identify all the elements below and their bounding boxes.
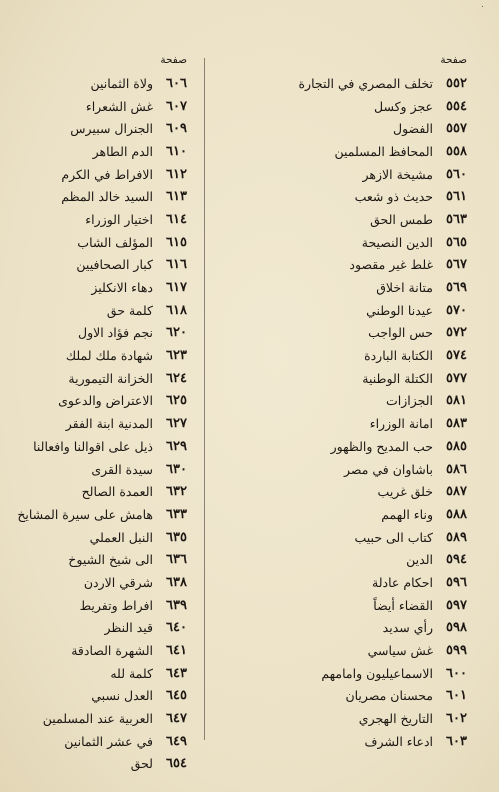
entry-title: احكام عادلة (372, 574, 433, 590)
index-entry (25, 707, 187, 730)
entry-title: خلق غريب (377, 484, 433, 500)
right-column-header: صفحة (440, 54, 467, 66)
entry-title: لحق (130, 756, 153, 772)
index-entry (305, 276, 467, 299)
entry-title: الشهرة الصادقة (71, 643, 153, 659)
entry-page-number: ٦٣٢ (166, 484, 187, 500)
entry-page-number: ٦٢٥ (166, 393, 187, 409)
index-entry (25, 594, 187, 617)
index-entry (298, 72, 467, 95)
entry-page-number: ٦٠٧ (166, 98, 187, 114)
index-entry (25, 322, 187, 345)
index-entry (25, 617, 187, 640)
entry-title: دهاء الانكليز (91, 280, 153, 296)
index-entry (305, 208, 467, 231)
entry-page-number: ٥٦١ (446, 189, 467, 205)
index-entry (305, 480, 467, 503)
entry-title: تخلف المصري في التجارة (298, 75, 433, 91)
entry-title: المحافظ المسلمين (334, 143, 433, 159)
entry-title: طمس الحق (370, 211, 433, 227)
entry-title: المدنية ابنة الفقر (65, 416, 153, 432)
entry-page-number: ٥٦٧ (446, 257, 467, 273)
entry-page-number: ٦٠١ (446, 688, 467, 704)
entry-title: امانة الوزراء (369, 416, 433, 432)
index-entry (305, 548, 467, 571)
entry-title: الدم الطاهر (92, 143, 153, 159)
index-entry (305, 503, 467, 526)
entry-page-number: ٦١٧ (166, 280, 187, 296)
index-entry (305, 526, 467, 549)
index-entry (25, 571, 187, 594)
entry-title: في عشر الثمانين (64, 733, 153, 749)
entry-title: الاسماعيليون وامامهم (321, 665, 433, 681)
entry-page-number: ٥٦٣ (446, 211, 467, 227)
index-entry (305, 367, 467, 390)
index-entry (25, 526, 187, 549)
index-entry (305, 231, 467, 254)
entry-page-number: ٦١٦ (166, 257, 187, 273)
entry-page-number: ٦٠٣ (446, 733, 467, 749)
entry-page-number: ٥٥٤ (446, 98, 467, 114)
index-entry (305, 594, 467, 617)
index-entry (305, 344, 467, 367)
entry-page-number: ٦١٣ (166, 189, 187, 205)
entry-page-number: ٥٨١ (446, 393, 467, 409)
index-entry (305, 571, 467, 594)
entry-page-number: ٥٨٣ (446, 416, 467, 432)
index-entry (305, 140, 467, 163)
entry-page-number: ٥٥٨ (446, 143, 467, 159)
entry-title: غلط غير مقصود (349, 257, 433, 273)
index-entry (305, 730, 467, 753)
entry-page-number: ٦٤٥ (166, 688, 187, 704)
entry-page-number: ٥٩٦ (446, 574, 467, 590)
index-entry (25, 685, 187, 708)
entry-title: محسنان مصريان (345, 688, 433, 704)
entry-page-number: ٥٨٥ (446, 438, 467, 454)
entry-title: باشاوان في مصر (343, 461, 433, 477)
entry-title: العربية عند المسلمين (42, 711, 153, 727)
entry-title: متانة اخلاق (376, 280, 433, 296)
entry-page-number: ٦٢٤ (166, 370, 187, 386)
index-entry (25, 117, 187, 140)
entry-page-number: ٥٥٧ (446, 121, 467, 137)
entry-page-number: ٦١٥ (166, 234, 187, 250)
index-entry (25, 639, 187, 662)
entry-page-number: ٦١٠ (166, 143, 187, 159)
index-entry (25, 344, 187, 367)
entry-page-number: ٦١٤ (166, 211, 187, 227)
entry-page-number: ٦١٨ (166, 302, 187, 318)
entry-page-number: ٦٣٣ (166, 506, 187, 522)
entry-page-number: ٥٩٩ (446, 643, 467, 659)
entry-title: حس الواجب (368, 325, 433, 341)
entry-page-number: ٥٧٠ (446, 302, 467, 318)
entry-title: كلمة لله (110, 665, 153, 681)
entry-title: شرقي الاردن (83, 574, 153, 590)
index-entry (25, 254, 187, 277)
index-entry (25, 548, 187, 571)
index-entry (25, 435, 187, 458)
entry-page-number: ٥٦٥ (446, 234, 467, 250)
entry-title: غش الشعراء (85, 98, 153, 114)
entry-page-number: ٦٥٤ (166, 756, 187, 772)
entry-title: الافراط في الكرم (61, 166, 153, 182)
index-entry (25, 412, 187, 435)
entry-page-number: ٦٢٠ (166, 325, 187, 341)
entry-page-number: ٥٨٨ (446, 506, 467, 522)
entry-page-number: ٥٨٦ (446, 461, 467, 477)
index-entry (25, 163, 187, 186)
entry-page-number: ٦١٢ (166, 166, 187, 182)
entry-title: وناء الهمم (381, 506, 433, 522)
index-entry (25, 140, 187, 163)
entry-title: الاعتراض والدعوى (58, 393, 153, 409)
entry-title: مشيخة الازهر (362, 166, 433, 182)
corner-mark: ٠ (480, 2, 485, 12)
entry-page-number: ٦٣٨ (166, 574, 187, 590)
index-entry (25, 72, 187, 95)
entry-page-number: ٦٠٩ (166, 121, 187, 137)
entry-title: الكتابة الباردة (364, 348, 433, 364)
entry-title: نجم فؤاد الاول (77, 325, 153, 341)
entry-title: الدين النصيحة (361, 234, 433, 250)
left-column-entries (17, 72, 187, 775)
entry-title: الجنرال سبيرس (70, 121, 153, 137)
index-entry (305, 707, 467, 730)
index-entry (305, 390, 467, 413)
column-divider (204, 58, 205, 740)
entry-page-number: ٦٤٣ (166, 665, 187, 681)
entry-page-number: ٥٦٩ (446, 280, 467, 296)
right-column (298, 52, 467, 753)
entry-title: كبار الصحافيين (76, 257, 153, 273)
entry-title: ذيل على اقوالنا وافعالنا (33, 438, 153, 454)
index-entry (305, 299, 467, 322)
index-entry (305, 662, 467, 685)
entry-title: كلمة حق (106, 302, 153, 318)
entry-title: العمدة الصالح (81, 484, 153, 500)
index-entry (25, 753, 187, 776)
entry-page-number: ٦٣٩ (166, 597, 187, 613)
entry-title: حديث ذو شعب (354, 189, 433, 205)
entry-page-number: ٦٠٠ (446, 665, 467, 681)
entry-page-number: ٦٤٧ (166, 711, 187, 727)
entry-page-number: ٦٠٢ (446, 711, 467, 727)
entry-title: المؤلف الشاب (77, 234, 153, 250)
index-entry (305, 435, 467, 458)
entry-page-number: ٥٧٧ (446, 370, 467, 386)
entry-title: النبل العملي (89, 529, 153, 545)
index-entry (25, 299, 187, 322)
index-entry (305, 458, 467, 481)
entry-title: عيدنا الوطني (366, 302, 433, 318)
left-column-header: صفحة (160, 54, 187, 66)
entry-title: الجزازات (386, 393, 433, 409)
index-entry (305, 617, 467, 640)
entry-page-number: ٦٢٣ (166, 348, 187, 364)
index-entry (25, 458, 187, 481)
entry-page-number: ٦٢٧ (166, 416, 187, 432)
entry-title: هامش على سيرة المشايخ (17, 506, 153, 522)
index-entry (305, 185, 467, 208)
index-entry (17, 503, 187, 526)
index-entry (305, 639, 467, 662)
entry-title: سيدة القرى (91, 461, 153, 477)
entry-page-number: ٦٠٦ (166, 75, 187, 91)
entry-title: الدين (406, 552, 433, 568)
entry-page-number: ٥٧٢ (446, 325, 467, 341)
index-entry (305, 95, 467, 118)
index-entry (305, 163, 467, 186)
entry-page-number: ٥٩٧ (446, 597, 467, 613)
entry-title: الى شيخ الشيوخ (68, 552, 153, 568)
entry-page-number: ٥٩٤ (446, 552, 467, 568)
index-entry (305, 254, 467, 277)
entry-title: السيد خالد المظم (61, 189, 153, 205)
entry-title: ولاة الثمانين (90, 75, 153, 91)
entry-title: قيد النظر (104, 620, 153, 636)
entry-page-number: ٥٩٨ (446, 620, 467, 636)
entry-title: الفضول (393, 121, 433, 137)
entry-page-number: ٦٤٠ (166, 620, 187, 636)
entry-title: العدل نسبي (91, 688, 153, 704)
entry-title: رأي سديد (382, 620, 433, 636)
index-entry (25, 480, 187, 503)
entry-title: القضاء أيضاً (373, 597, 433, 613)
entry-title: ادعاء الشرف (364, 733, 433, 749)
index-entry (305, 685, 467, 708)
entry-page-number: ٦٣٥ (166, 529, 187, 545)
entry-page-number: ٦٢٩ (166, 438, 187, 454)
right-column-entries (298, 72, 467, 753)
entry-title: افراط وتفريط (79, 597, 153, 613)
index-entry (25, 730, 187, 753)
index-entry (25, 185, 187, 208)
entry-page-number: ٥٦٠ (446, 166, 467, 182)
entry-page-number: ٦٤١ (166, 643, 187, 659)
entry-title: الكتلة الوطنية (362, 370, 433, 386)
entry-page-number: ٦٤٩ (166, 733, 187, 749)
index-entry (305, 117, 467, 140)
index-entry (25, 95, 187, 118)
entry-title: التاريخ الهجري (358, 711, 433, 727)
index-entry (25, 390, 187, 413)
entry-page-number: ٦٣٠ (166, 461, 187, 477)
index-entry (305, 412, 467, 435)
index-entry (305, 322, 467, 345)
left-column (17, 52, 187, 775)
entry-page-number: ٦٣٦ (166, 552, 187, 568)
entry-page-number: ٥٥٢ (446, 75, 467, 91)
index-entry (25, 231, 187, 254)
entry-title: شهادة ملك لملك (65, 348, 153, 364)
entry-page-number: ٥٨٩ (446, 529, 467, 545)
entry-title: عجز وكسل (373, 98, 433, 114)
entry-title: حب المديح والظهور (330, 438, 433, 454)
index-entry (25, 208, 187, 231)
entry-title: غش سياسي (367, 643, 433, 659)
entry-page-number: ٥٧٤ (446, 348, 467, 364)
index-entry (25, 276, 187, 299)
entry-title: الخزانة التيمورية (68, 370, 153, 386)
entry-page-number: ٥٨٧ (446, 484, 467, 500)
entry-title: كتاب الى حبيب (354, 529, 433, 545)
index-entry (25, 662, 187, 685)
entry-title: اختيار الوزراء (85, 211, 153, 227)
index-entry (25, 367, 187, 390)
